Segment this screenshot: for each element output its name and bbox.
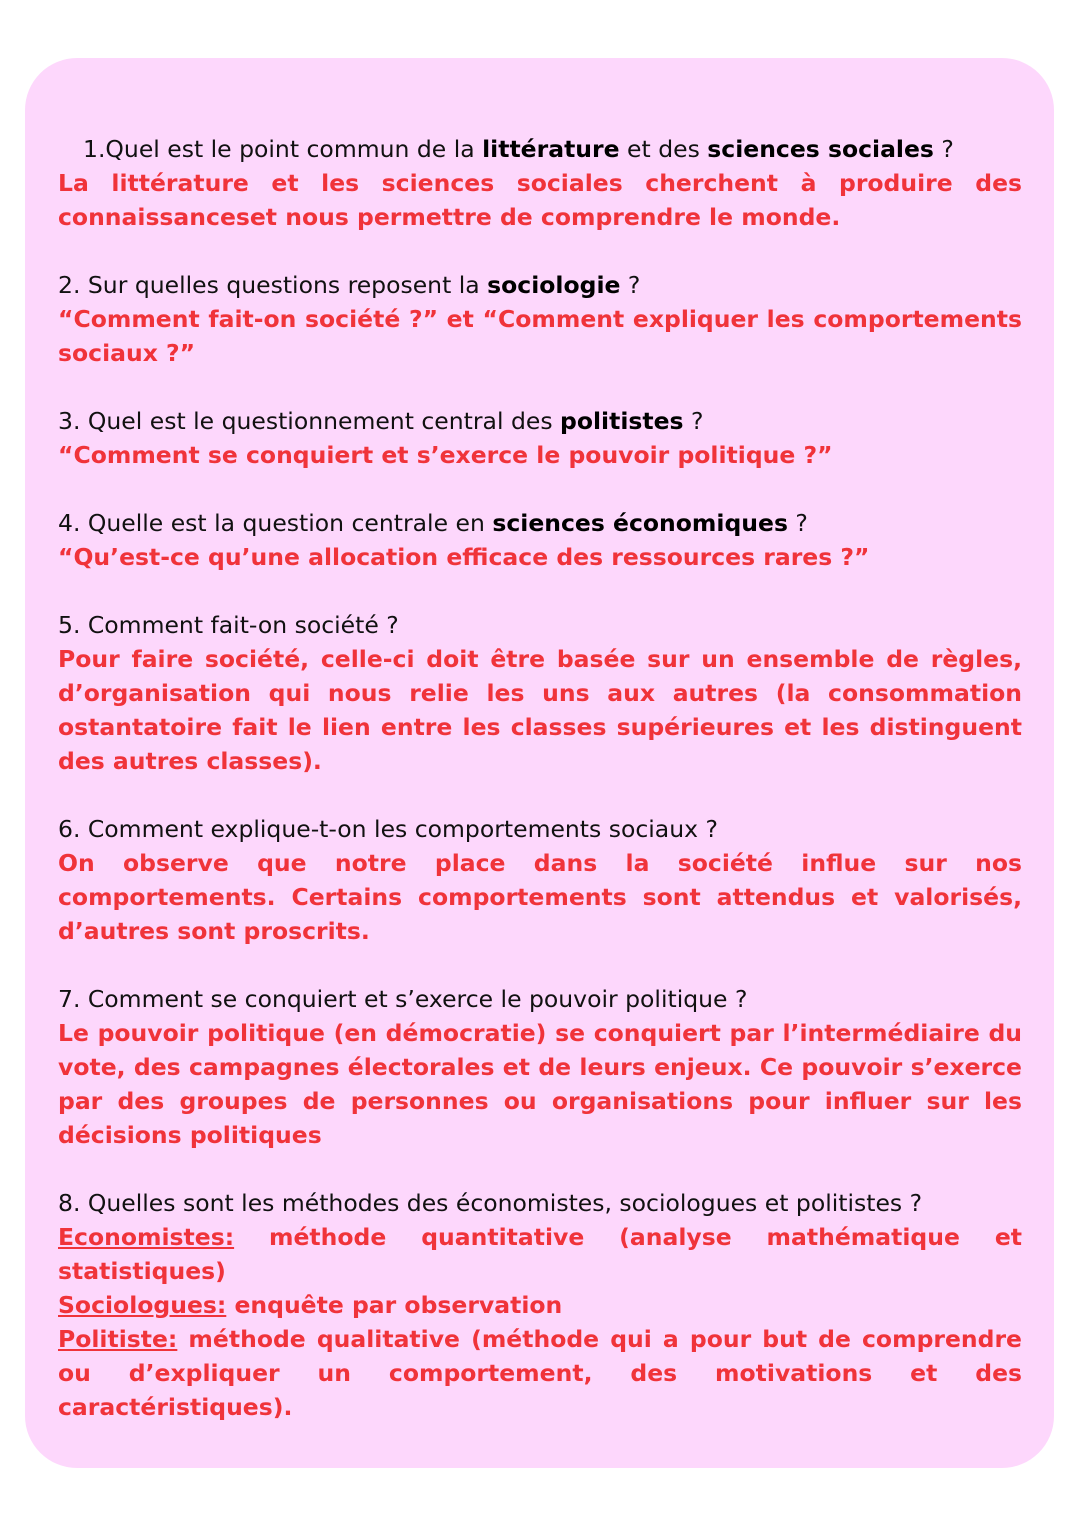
answer-1: La littérature et les sciences sociales cherchent à produire des connaissanceset nous permettre de comprendre le monde. [58, 169, 1022, 231]
answer-2: “Comment fait-on société ?” et “Comment expliquer les comportements sociaux ?” [58, 305, 1022, 367]
question-4 [58, 506, 1022, 540]
method-text: méthode quantitative (analyse mathématique et statistiques) [58, 1223, 1022, 1285]
question-1 [58, 132, 1022, 166]
method-label: Sociologues: [58, 1291, 227, 1319]
question-2 [58, 268, 1022, 302]
method-text: enquête par observation [226, 1291, 563, 1319]
answer-3: “Comment se conquiert et s’exerce le pouvoir politique ?” [58, 441, 833, 469]
answer-5: Pour faire société, celle-ci doit être basée sur un ensemble de règles, d’organisation qui nous relie les uns aux autres (la consommation ostantatoire fait le lien entre les classes supérieures et les distinguent des autres classes). [58, 645, 1022, 775]
keyword: sociologie [487, 271, 621, 299]
question-8: 8. Quelles sont les méthodes des économistes, sociologues et politistes ? [58, 1189, 923, 1217]
answer-7: Le pouvoir politique (en démocratie) se conquiert par l’intermédiaire du vote, des campagnes électorales et de leurs enjeux. Ce pouvoir s’exerce par des groupes de personnes ou organisations pour influer sur les décisions politiques [58, 1019, 1022, 1149]
answer-4: “Qu’est-ce qu’une allocation efficace des ressources rares ?” [58, 543, 870, 571]
question-text: Quelle est la question centrale en [80, 509, 493, 537]
question-mark: ? [787, 509, 808, 537]
method-label: Politiste: [58, 1325, 178, 1353]
qa-list [58, 132, 1022, 1424]
question-mark: ? [620, 271, 641, 299]
method-text: méthode qualitative (méthode qui a pour but de comprendre ou d’expliquer un comportement, des motivations et des caractéristiques). [58, 1325, 1022, 1421]
answer-8-economistes [58, 1220, 1022, 1288]
question-number: 2. [58, 271, 81, 299]
question-number: 3. [58, 407, 81, 435]
question-text: Quel est le point commun de la [105, 135, 483, 163]
keyword: littérature [482, 135, 620, 163]
question-text: Sur quelles questions reposent la [80, 271, 488, 299]
question-7: 7. Comment se conquiert et s’exerce le pouvoir politique ? [58, 985, 748, 1013]
question-mark: ? [933, 135, 954, 163]
question-number: 4. [58, 509, 81, 537]
question-number: 1. [83, 135, 106, 163]
keyword: sciences économiques [492, 509, 788, 537]
keyword: sciences sociales [707, 135, 934, 163]
answer-8-politiste [58, 1322, 1022, 1424]
question-3 [58, 404, 1022, 438]
method-label: Economistes: [58, 1223, 235, 1251]
question-6: 6. Comment explique-t-on les comportements sociaux ? [58, 815, 718, 843]
question-text: et des [619, 135, 708, 163]
question-mark: ? [683, 407, 704, 435]
question-5: 5. Comment fait-on société ? [58, 611, 399, 639]
answer-8-sociologues [58, 1288, 1022, 1322]
question-text: Quel est le questionnement central des [80, 407, 561, 435]
keyword: politistes [560, 407, 684, 435]
answer-6: On observe que notre place dans la société influe sur nos comportements. Certains comportements sont attendus et valorisés, d’autres sont proscrits. [58, 849, 1022, 945]
